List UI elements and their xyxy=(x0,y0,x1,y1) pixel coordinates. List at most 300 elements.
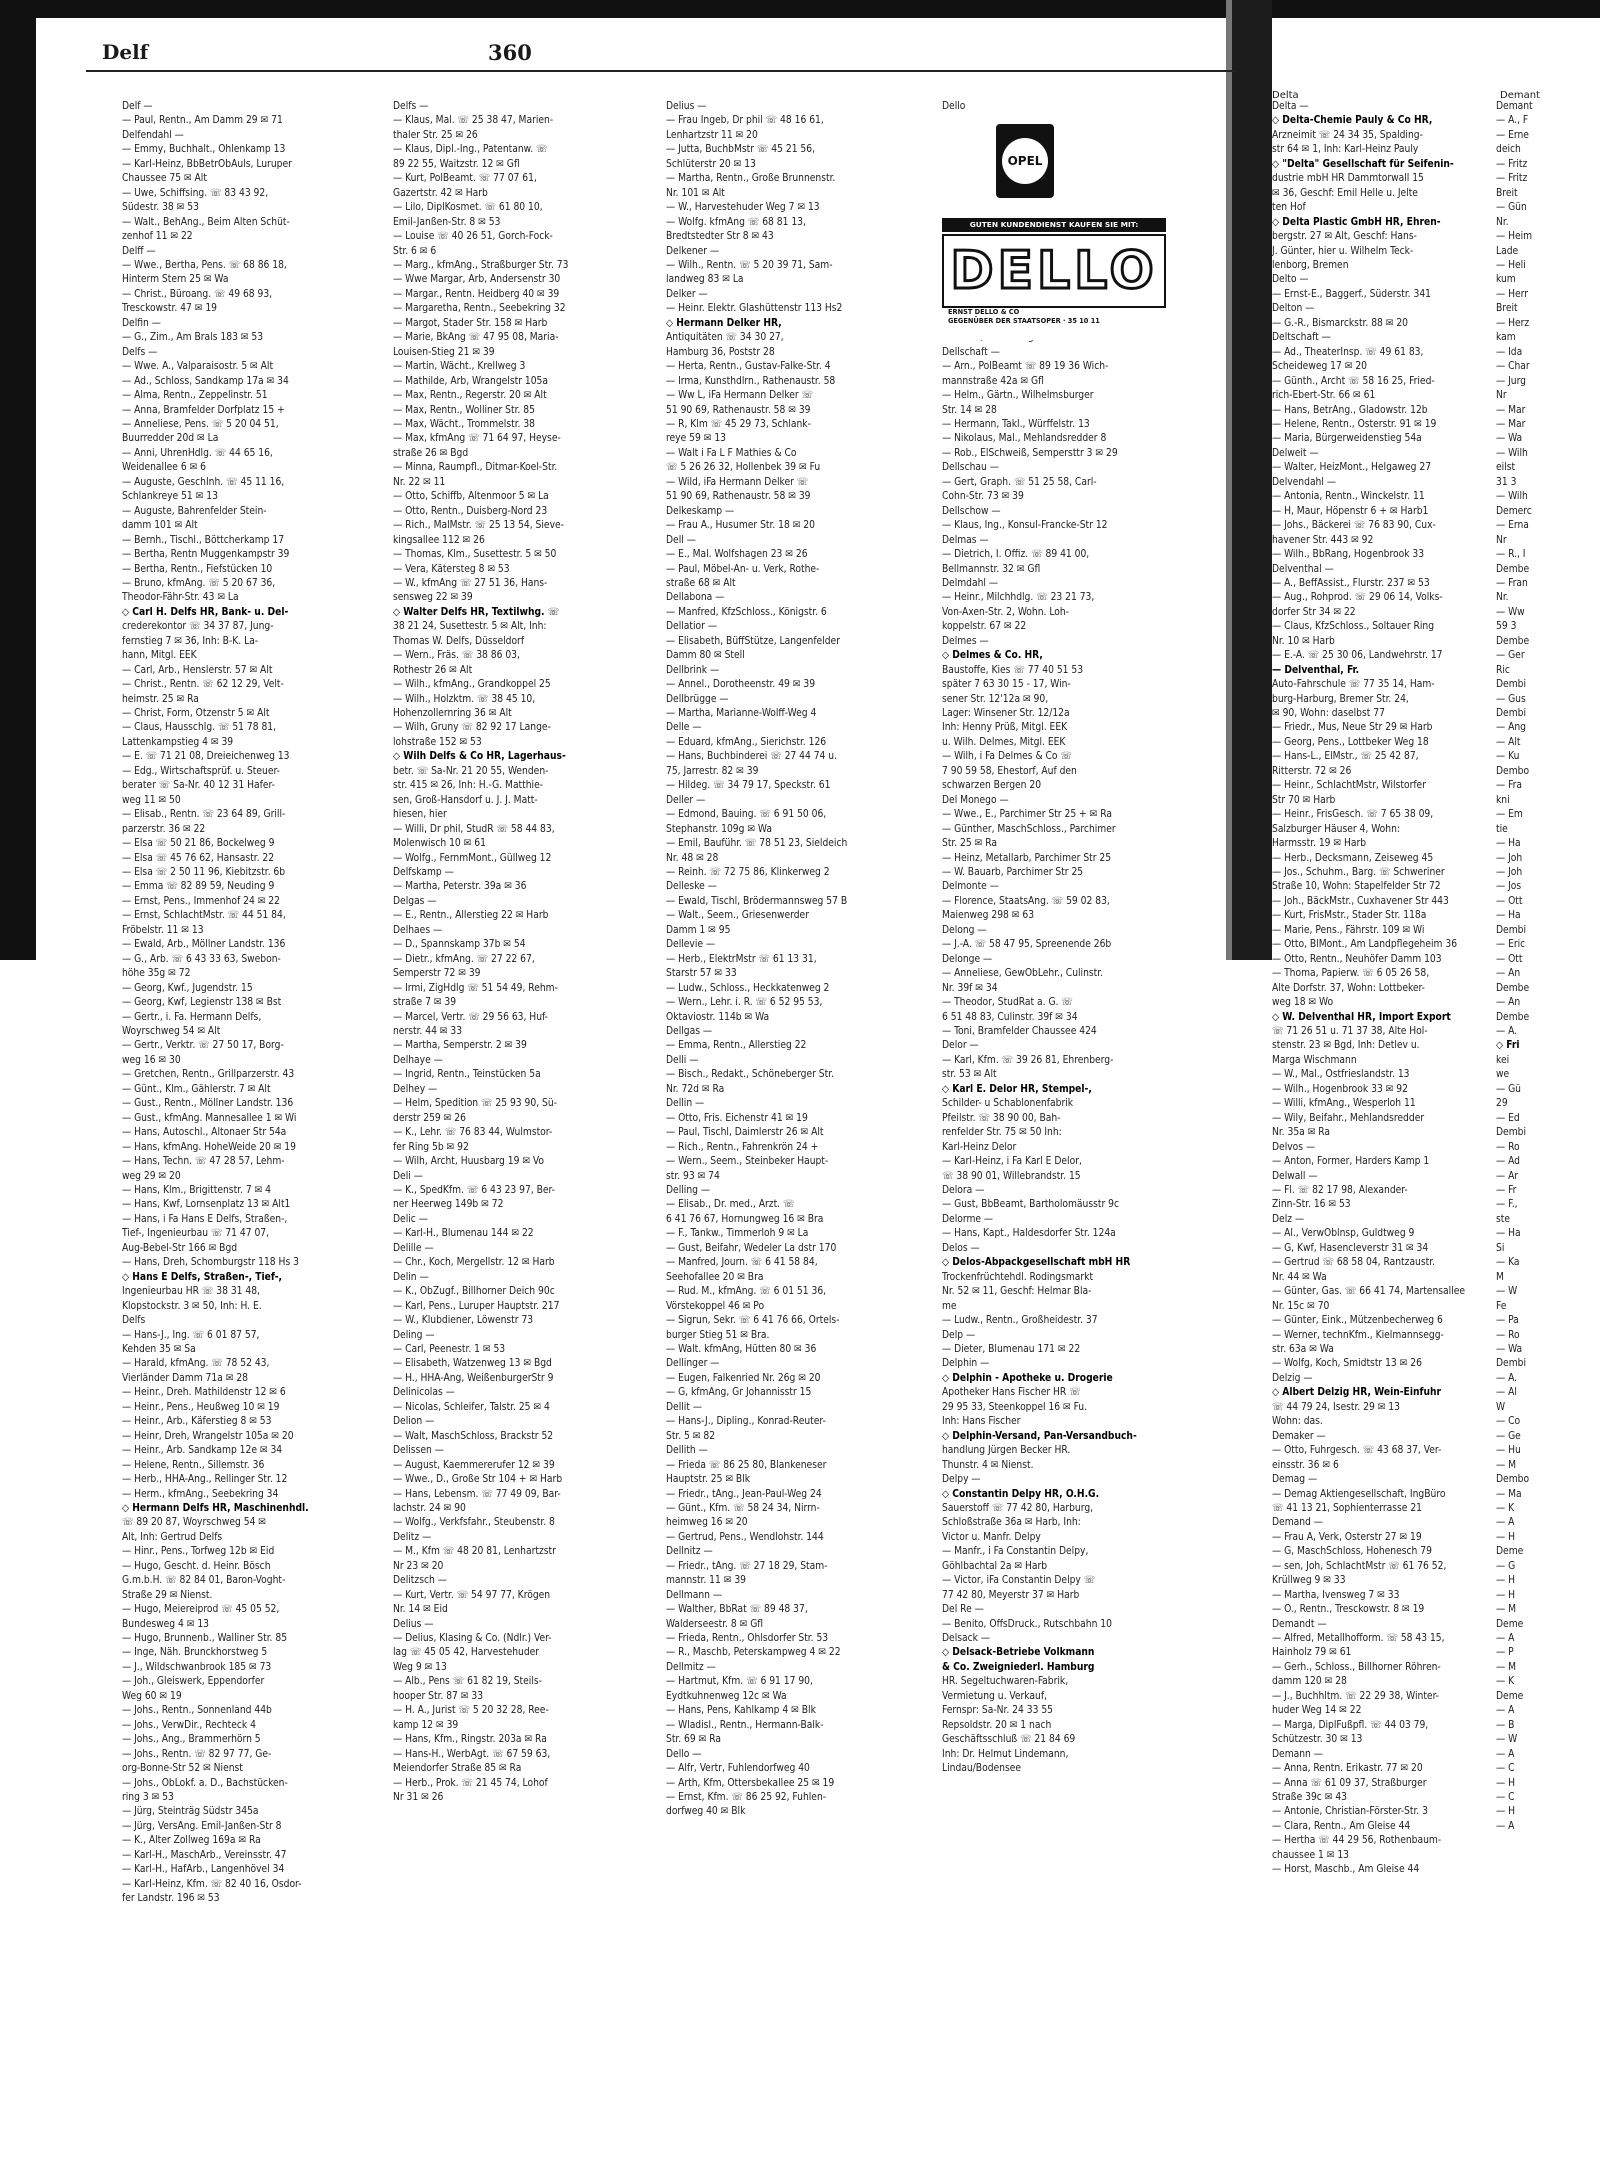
directory-entry: — Otto, Schiffb, Altenmoor 5 ✉ La xyxy=(393,491,549,503)
directory-entry: betr. ☏ Sa-Nr. 21 20 55, Wenden- xyxy=(393,765,549,777)
directory-entry: — Hans-L., ElMstr., ☏ 25 42 87, xyxy=(1272,751,1419,763)
directory-entry: — Willi, Dr phil, StudR ☏ 58 44 83, xyxy=(393,823,555,835)
directory-entry: Dello — xyxy=(666,1748,702,1760)
directory-entry: Antiquitäten ☏ 34 30 27, xyxy=(666,332,784,344)
directory-entry: Str. 6 ✉ 6 xyxy=(393,245,437,257)
directory-entry: Delff — xyxy=(122,245,156,257)
directory-entry: — Ang xyxy=(1496,722,1526,734)
directory-entry: berater ☏ Sa-Nr. 40 12 31 Hafer- xyxy=(122,780,275,792)
directory-entry: Delissen — xyxy=(393,1445,444,1457)
directory-entry: — Max, Rentn., Wolliner Str. 85 xyxy=(393,404,535,416)
directory-entry: Delling — xyxy=(666,1184,711,1196)
directory-entry: — Wilh xyxy=(1496,491,1528,503)
directory-entry: dorfer Str 34 ✉ 22 xyxy=(1272,606,1356,618)
directory-entry: — Fr xyxy=(1496,1184,1517,1196)
directory-entry: — Gus xyxy=(1496,693,1526,705)
directory-entry: Dembe xyxy=(1496,1011,1530,1023)
directory-entry: — Frau Ingeb, Dr phil ☏ 48 16 61, xyxy=(666,115,824,127)
directory-entry: — sen, Joh, SchlachtMstr ☏ 61 76 52, xyxy=(1272,1560,1447,1572)
directory-entry: höhe 35g ✉ 72 xyxy=(122,968,191,980)
directory-entry: Auto-Fahrschule ☏ 77 35 14, Ham- xyxy=(1272,679,1435,691)
directory-entry: — Gün xyxy=(1496,202,1527,214)
directory-entry: — Dieter, Blumenau 171 ✉ 22 xyxy=(942,1343,1081,1355)
directory-entry: — Hans, Techn. ☏ 47 28 57, Lehm- xyxy=(122,1156,285,1168)
directory-entry: Walderseestr. 8 ✉ Gfl xyxy=(666,1618,764,1630)
directory-entry: — Günther, MaschSchloss., Parchimer xyxy=(942,823,1116,835)
directory-entry: — Herb., Prok. ☏ 21 45 74, Lohof xyxy=(393,1777,548,1789)
directory-entry: — Ad xyxy=(1496,1156,1520,1168)
directory-entry: Deling — xyxy=(393,1329,435,1341)
directory-entry: — Georg, Kwf, Legienstr 138 ✉ Bst xyxy=(122,997,282,1009)
directory-entry: — Ww L, iFa Hermann Delker ☏ xyxy=(666,390,814,402)
directory-entry: — Hertha ☏ 44 29 56, Rothenbaum- xyxy=(1272,1835,1442,1847)
directory-entry: — H xyxy=(1496,1531,1515,1543)
directory-entry: — Marie, Pens., Fährstr. 109 ✉ Wi xyxy=(1272,924,1425,936)
directory-entry: — W., Klubdiener, Löwenstr 73 xyxy=(393,1315,534,1327)
opel-logo xyxy=(996,124,1054,198)
directory-entry: Deme xyxy=(1496,1546,1524,1558)
directory-entry: Delmes — xyxy=(942,635,989,647)
directory-entry: — Johs., ObLokf. a. D., Bachstücken- xyxy=(122,1777,288,1789)
header-rule xyxy=(86,70,1236,72)
directory-entry: — Wwe., D., Große Str 104 + ✉ Harb xyxy=(393,1474,563,1486)
directory-entry: Cohn-Str. 73 ✉ 39 xyxy=(942,491,1024,503)
directory-entry: — Alfr, Vertr, Fuhlendorfweg 40 xyxy=(666,1763,810,1775)
directory-entry: Louisen-Stieg 21 ✉ 39 xyxy=(393,346,495,358)
directory-entry: 89 22 55, Waitzstr. 12 ✉ Gfl xyxy=(393,158,520,170)
directory-entry: Str. 5 ✉ 82 xyxy=(666,1430,716,1442)
directory-entry: — Ad., Schloss, Sandkamp 17a ✉ 34 xyxy=(122,375,289,387)
directory-entry: — Eduard, kfmAng., Sierichstr. 126 xyxy=(666,736,827,748)
directory-entry: — W xyxy=(1496,1286,1518,1298)
directory-entry: Delitzsch — xyxy=(393,1575,447,1587)
directory-entry: — Wilh., Holzktm. ☏ 38 45 10, xyxy=(393,693,536,705)
directory-entry: koppelstr. 67 ✉ 22 xyxy=(942,621,1027,633)
directory-entry: heimstr. 25 ✉ Ra xyxy=(122,693,199,705)
directory-entry: — Toni, Bramfelder Chaussee 424 xyxy=(942,1026,1097,1037)
ad-subline-2: GEGENÜBER DER STAATSOPER · 35 10 11 xyxy=(948,317,1100,325)
directory-entry: — Co xyxy=(1496,1416,1521,1428)
directory-entry: — Jurg xyxy=(1496,375,1526,387)
directory-entry: — Christ., Rentn. ☏ 62 12 29, Velt- xyxy=(122,679,284,691)
directory-entry: Nr. 72d ✉ Ra xyxy=(666,1083,725,1095)
directory-entry: — Helm, Spedition ☏ 25 93 90, Sü- xyxy=(393,1098,557,1110)
directory-entry: — G., Zim., Am Brals 183 ✉ 53 xyxy=(122,332,264,344)
directory-entry: — Walt. kfmAng, Hütten 80 ✉ 36 xyxy=(666,1343,817,1355)
directory-entry: Demann — xyxy=(1272,1748,1323,1760)
directory-entry: Delli — xyxy=(666,1054,699,1066)
directory-entry: — Elsa ☏ 2 50 11 96, Kiebitzstr. 6b xyxy=(122,867,286,879)
directory-entry: ☏ 5 26 26 32, Hollenbek 39 ✉ Fu xyxy=(666,462,821,474)
directory-entry: — Marg., kfmAng., Straßburger Str. 73 xyxy=(393,259,569,271)
directory-entry: — Ludw., Rentn., Großheidestr. 37 xyxy=(942,1315,1098,1327)
directory-entry: Delle — xyxy=(666,722,702,734)
ad-brand-box xyxy=(942,234,1166,308)
directory-entry: Delinicolas — xyxy=(393,1387,455,1399)
directory-entry: — Maria, Bürgerweidenstieg 54a xyxy=(1272,433,1422,445)
directory-entry: — C xyxy=(1496,1792,1515,1804)
directory-entry: Apotheker Hans Fischer HR ☏ xyxy=(942,1387,1081,1399)
directory-entry: Delmonte — xyxy=(942,881,999,893)
directory-entry: Delphin — xyxy=(942,1358,990,1370)
directory-entry: weg 18 ✉ Wo xyxy=(1272,997,1334,1009)
directory-entry: — Victor, iFa Constantin Delpy ☏ xyxy=(942,1575,1096,1587)
directory-entry: — Wladisl., Rentn., Hermann-Balk- xyxy=(666,1719,824,1731)
directory-entry: — Hans, Klm., Brigittenstr. 7 ✉ 4 xyxy=(122,1184,271,1196)
directory-entry: — Gertr., Verktr. ☏ 27 50 17, Borg- xyxy=(122,1040,284,1052)
directory-entry: — Theodor, StudRat a. G. ☏ xyxy=(942,997,1073,1009)
directory-entry: — H., HHA-Ang, WeißenburgerStr 9 xyxy=(393,1372,554,1384)
directory-entry: — M xyxy=(1496,1459,1516,1471)
directory-entry: — Hans, kfmAng. HoheWeide 20 ✉ 19 xyxy=(122,1141,296,1153)
directory-entry: Delhaes — xyxy=(393,924,443,936)
right-running-head: Delta xyxy=(1272,90,1299,101)
directory-entry: — J., Wildschwanbrook 185 ✉ 73 xyxy=(122,1661,272,1673)
directory-entry: — Herb., Decksmann, Zeiseweg 45 xyxy=(1272,852,1434,864)
directory-entry: Delic — xyxy=(393,1213,428,1225)
directory-entry: Dembe xyxy=(1496,982,1530,994)
directory-entry: stenstr. 23 ✉ Bgd, Inh: Detlev u. xyxy=(1272,1040,1420,1052)
directory-entry: — Günth., Archt ☏ 58 16 25, Fried- xyxy=(1272,375,1435,387)
directory-entry: — Karl-H., MaschArb., Vereinsstr. 47 xyxy=(122,1849,287,1861)
directory-entry: — Aug., Rohprod. ☏ 29 06 14, Volks- xyxy=(1272,592,1443,604)
directory-entry: — Jos., Schuhm., Barg. ☏ Schweriner xyxy=(1272,867,1445,879)
directory-entry: — Eugen, Falkenried Nr. 26g ✉ 20 xyxy=(666,1372,821,1384)
directory-entry: ◇ Carl H. Delfs HR, Bank- u. Del- xyxy=(122,606,289,618)
directory-entry: — Klaus, Dipl.-Ing., Patentanw. ☏ xyxy=(393,144,548,156)
directory-entry: Vierländer Damm 71a ✉ 28 xyxy=(122,1372,248,1384)
directory-entry: 77 42 80, Meyerstr 37 ✉ Harb xyxy=(942,1589,1080,1601)
directory-entry: 29 xyxy=(1496,1098,1508,1110)
directory-entry: — Anneliese, Pens. ☏ 5 20 04 51, xyxy=(122,418,279,430)
directory-entry: Harmsstr. 19 ✉ Harb xyxy=(1272,838,1367,850)
directory-entry: — Elsa ☏ 50 21 86, Bockelweg 9 xyxy=(122,838,275,850)
directory-entry: Nr. 44 ✉ Wa xyxy=(1272,1271,1327,1283)
ad-brand-word: DELLO xyxy=(950,241,1158,301)
directory-entry: chaussee 1 ✉ 13 xyxy=(1272,1849,1350,1861)
directory-entry: — Wern., Fräs. ☏ 38 86 03, xyxy=(393,650,520,662)
directory-entry: — G xyxy=(1496,1560,1516,1572)
directory-entry: — Frau A., Husumer Str. 18 ✉ 20 xyxy=(666,520,815,532)
directory-entry: — Georg, Kwf., Jugendstr. 15 xyxy=(122,982,253,994)
directory-entry: Dembo xyxy=(1496,765,1530,777)
directory-entry: damm 120 ✉ 28 xyxy=(1272,1676,1347,1688)
directory-entry: — F., Tankw., Timmerloh 9 ✉ La xyxy=(666,1228,809,1240)
directory-entry: — Emil, Bauführ. ☏ 78 51 23, Sieldeich xyxy=(666,838,848,850)
directory-entry: — Hinr., Pens., Torfweg 12b ✉ Eid xyxy=(122,1546,275,1558)
directory-entry: Delkeskamp — xyxy=(666,505,735,517)
directory-entry: Demag — xyxy=(1272,1474,1318,1486)
directory-entry: — Ida xyxy=(1496,346,1523,358)
directory-entry: — Irma, Kunsthdlrn., Rathenaustr. 58 xyxy=(666,375,836,387)
directory-entry: kei xyxy=(1496,1054,1510,1066)
page-heading: Delf xyxy=(102,40,149,64)
directory-entry: — Ed xyxy=(1496,1112,1520,1124)
directory-entry: W xyxy=(1496,1401,1506,1413)
directory-entry: Dellatior — xyxy=(666,621,717,633)
directory-entry: — K., ObZugf., Billhorner Deich 90c xyxy=(393,1286,555,1298)
directory-entry: Nr. 52 ✉ 11, Geschf: Helmar Bla- xyxy=(942,1286,1092,1298)
directory-entry: fer Ring 5b ✉ 92 xyxy=(393,1141,469,1153)
directory-entry: — Elisab., Rentn. ☏ 23 64 89, Grill- xyxy=(122,809,286,821)
directory-entry: — Joh xyxy=(1496,852,1523,864)
directory-entry: ✉ 36, Geschf: Emil Helle u. Jelte xyxy=(1272,187,1418,199)
directory-entry: ◇ Wilh Delfs & Co HR, Lagerhaus- xyxy=(393,751,566,763)
directory-entry: Delwall — xyxy=(1272,1170,1318,1182)
directory-entry: — Al xyxy=(1496,1387,1517,1399)
directory-entry: ◇ Hermann Delfs HR, Maschinenhdl. xyxy=(122,1502,309,1514)
directory-entry: — Herb., ElektrMstr ☏ 61 13 31, xyxy=(666,953,817,965)
directory-entry: — Ha xyxy=(1496,910,1521,922)
directory-entry: damm 101 ✉ Alt xyxy=(122,520,198,532)
directory-entry: — Helene, Rentn., Sillemstr. 36 xyxy=(122,1459,265,1471)
directory-entry: — E., Mal. Wolfshagen 23 ✉ 26 xyxy=(666,549,808,561)
directory-entry: — Alfred, Metallhofform. ☏ 58 43 15, xyxy=(1272,1633,1445,1645)
directory-entry: Delf — xyxy=(122,101,153,112)
directory-entry: — Jos xyxy=(1496,881,1522,893)
directory-entry: — Wilh., Hogenbrook 33 ✉ 92 xyxy=(1272,1083,1408,1095)
directory-entry: Meiendorfer Straße 85 ✉ Ra xyxy=(393,1763,522,1775)
directory-entry: — A xyxy=(1496,1517,1515,1529)
directory-entry: fer Landstr. 196 ✉ 53 xyxy=(122,1893,220,1905)
directory-entry: me xyxy=(942,1300,957,1312)
directory-entry: — Irmi, ZigHdlg ☏ 51 54 49, Rehm- xyxy=(393,982,558,994)
directory-entry: ◇ Walter Delfs HR, Textilwhg. ☏ xyxy=(393,606,560,618)
directory-entry: ◇ W. Delventhal HR, Import Export xyxy=(1272,1011,1451,1023)
directory-entry: 31 3 xyxy=(1496,476,1517,488)
directory-entry: — Wilh., kfmAng., Grandkoppel 25 xyxy=(393,679,551,691)
directory-entry: — Claus, Hausschlg. ☏ 51 78 81, xyxy=(122,722,277,734)
directory-entry: Karl-Heinz Delor xyxy=(942,1141,1017,1153)
directory-entry: — Günter, Eink., Mützenbecherweg 6 xyxy=(1272,1315,1443,1327)
directory-entry: — Joh xyxy=(1496,867,1523,879)
directory-entry: ste xyxy=(1496,1213,1511,1225)
directory-entry: — Vera, Kätersteg 8 ✉ 53 xyxy=(393,563,510,575)
directory-entry: — Martha, Marianne-Wolff-Weg 4 xyxy=(666,708,817,720)
directory-entry: — Pa xyxy=(1496,1315,1519,1327)
directory-entry: Deller — xyxy=(666,794,706,806)
directory-entry: — Ad., TheaterInsp. ☏ 49 61 83, xyxy=(1272,346,1424,358)
directory-entry: — Günt., Kfm. ☏ 58 24 34, Nirrn- xyxy=(666,1502,820,1514)
directory-entry: — Karl, Kfm. ☏ 39 26 81, Ehrenberg- xyxy=(942,1054,1114,1066)
directory-entry: — Fritz xyxy=(1496,158,1528,170)
directory-entry: — Ka xyxy=(1496,1257,1520,1269)
directory-entry: Dellit — xyxy=(666,1401,703,1413)
directory-entry: Delp — xyxy=(942,1329,976,1341)
directory-entry: — Ger xyxy=(1496,650,1525,662)
directory-entry: — Klaus, Ing., Konsul-Francke-Str 12 xyxy=(942,520,1108,532)
directory-entry: Str. 25 ✉ Ra xyxy=(942,838,997,850)
directory-entry: — Anneliese, GewObLehr., Culinstr. xyxy=(942,968,1104,980)
directory-entry: — Herr xyxy=(1496,288,1528,300)
directory-entry: — Ewald, Arb., Möllner Landstr. 136 xyxy=(122,939,286,951)
directory-entry: — Ku xyxy=(1496,751,1520,763)
directory-entry: ◇ Fri xyxy=(1496,1040,1520,1052)
directory-entry: Delto — xyxy=(1272,274,1309,286)
directory-entry: straße 68 ✉ Alt xyxy=(666,577,736,589)
directory-entry: ten Hof xyxy=(1272,202,1306,214)
directory-entry: — Benito, OffsDruck., Rutschbahn 10 xyxy=(942,1618,1112,1630)
directory-entry: Deme xyxy=(1496,1618,1524,1630)
directory-entry: — Rich., Rentn., Fahrenkrön 24 + xyxy=(666,1141,819,1153)
directory-entry: Delweit — xyxy=(1272,447,1319,459)
directory-entry: — Fran xyxy=(1496,577,1528,589)
directory-entry: Klopstockstr. 3 ✉ 50, Inh: H. E. xyxy=(122,1300,262,1312)
directory-entry: Tresckowstr. 47 ✉ 19 xyxy=(122,303,217,315)
directory-entry: Kehden 35 ✉ Sa xyxy=(122,1343,196,1355)
directory-entry: — Rich., MalMstr. ☏ 25 13 54, Sieve- xyxy=(393,520,564,532)
directory-entry: — Joh., BäckMstr., Cuxhavener Str 443 xyxy=(1272,895,1449,907)
directory-entry: — K xyxy=(1496,1676,1515,1688)
directory-entry: Delitz — xyxy=(393,1531,432,1543)
directory-entry: Von-Axen-Str. 2, Wohn. Loh- xyxy=(942,606,1069,618)
directory-entry: — Christ., Büroang. ☏ 49 68 93, xyxy=(122,288,273,300)
directory-entry: ☏ 89 20 87, Woyrschweg 54 ✉ xyxy=(122,1517,266,1529)
directory-entry: Nr. xyxy=(1496,592,1509,604)
directory-entry: Dell — xyxy=(666,534,696,546)
directory-entry: Tief-, Ingenieurbau ☏ 71 47 07, xyxy=(122,1228,270,1240)
directory-entry: — Florence, StaatsAng. ☏ 59 02 83, xyxy=(942,895,1110,907)
directory-entry: — Wily, Beifahr., Mehlandsredder xyxy=(1272,1112,1425,1124)
directory-entry: — Hugo, Meiereiprod ☏ 45 05 52, xyxy=(122,1604,280,1616)
directory-entry: Repsoldstr. 20 ✉ 1 nach xyxy=(942,1719,1052,1731)
directory-entry: — Hans-J., Dipling., Konrad-Reuter- xyxy=(666,1416,826,1428)
directory-entry: — Margar., Rentn. Heidberg 40 ✉ 39 xyxy=(393,288,560,300)
directory-entry: hann, Mitgl. EEK xyxy=(122,650,197,662)
directory-entry: Seehofallee 20 ✉ Bra xyxy=(666,1271,764,1283)
directory-entry: — Mar xyxy=(1496,404,1526,416)
directory-entry: — K xyxy=(1496,1502,1515,1514)
directory-entry: Dellschaft — xyxy=(942,346,1000,358)
directory-entry: ☏ 38 90 01, Willebrandstr. 15 xyxy=(942,1170,1081,1182)
directory-entry: — Wilh, i Fa Delmes & Co ☏ xyxy=(942,751,1072,763)
directory-entry: Bundesweg 4 ✉ 13 xyxy=(122,1618,210,1630)
directory-entry: lag ☏ 45 05 42, Harvestehuder xyxy=(393,1647,540,1659)
directory-entry: — Ernst, Pens., Immenhof 24 ✉ 22 xyxy=(122,895,280,907)
ad-subline-1: ERNST DELLO & CO xyxy=(948,308,1020,316)
directory-entry: Dembe xyxy=(1496,635,1530,647)
directory-entry: Dellin — xyxy=(666,1098,705,1110)
directory-entry: Demerc xyxy=(1496,505,1532,517)
directory-entry: Arzneimit ☏ 24 34 35, Spalding- xyxy=(1272,129,1423,141)
directory-entry: — Gert, Graph. ☏ 51 25 58, Carl- xyxy=(942,476,1097,488)
directory-entry: — Ernst, SchlachtMstr. ☏ 44 51 84, xyxy=(122,910,286,922)
directory-entry: — A., BeffAssist., Flurstr. 237 ✉ 53 xyxy=(1272,577,1430,589)
directory-entry: — Hans, BetrAng., Gladowstr. 12b xyxy=(1272,404,1428,416)
directory-entry: — Ernst, Kfm. ☏ 86 25 92, Fuhlen- xyxy=(666,1792,827,1804)
directory-entry: — Wern., Lehr. i. R. ☏ 6 52 95 53, xyxy=(666,997,823,1009)
directory-entry: Ingenieurbau HR ☏ 38 31 48, xyxy=(122,1286,260,1298)
directory-entry: — Harald, kfmAng. ☏ 78 52 43, xyxy=(122,1358,270,1370)
directory-entry: Molenwisch 10 ✉ 61 xyxy=(393,838,486,850)
directory-entry: & Co. Zweigniederl. Hamburg xyxy=(942,1661,1095,1673)
directory-entry: — Wa xyxy=(1496,1343,1523,1355)
directory-entry: Nr. 22 ✉ 11 xyxy=(393,476,446,488)
directory-entry: weg 29 ✉ 20 xyxy=(122,1170,181,1182)
directory-entry: Hauptstr. 25 ✉ Blk xyxy=(666,1474,751,1486)
directory-entry: Weidenallee 6 ✉ 6 xyxy=(122,462,206,474)
directory-entry: Dembo xyxy=(1496,1474,1530,1486)
directory-entry: Del Monego — xyxy=(942,794,1009,806)
directory-entry: we xyxy=(1496,1069,1510,1081)
directory-entry: — Thomas, Klm., Susettestr. 5 ✉ 50 xyxy=(393,549,557,561)
directory-entry: — Heinr., Pens., Heußweg 10 ✉ 19 xyxy=(122,1401,280,1413)
directory-entry: 6 41 76 67, Hornungweg 16 ✉ Bra xyxy=(666,1213,824,1225)
directory-entry: — G, Kwf, Hasencleverstr 31 ✉ 34 xyxy=(1272,1242,1429,1254)
directory-entry: — Frieda ☏ 86 25 80, Blankeneser xyxy=(666,1459,827,1471)
directory-entry: Delmdahl — xyxy=(942,577,999,589)
directory-entry: Delgas — xyxy=(393,895,437,907)
directory-entry: — Karl, Pens., Luruper Hauptstr. 217 xyxy=(393,1300,560,1312)
directory-entry: ◇ Constantin Delpy HR, O.H.G. xyxy=(942,1488,1100,1500)
directory-entry: — Herm., kfmAng., Seebekring 34 xyxy=(122,1488,279,1500)
directory-entry: Delvendahl — xyxy=(1272,476,1336,488)
directory-entry: 75, Jarrestr. 82 ✉ 39 xyxy=(666,765,759,777)
directory-entry: — Hans-H., WerbAgt. ☏ 67 59 63, xyxy=(393,1748,551,1760)
directory-entry: Nr. xyxy=(1496,216,1509,228)
directory-entry: — Hans, Dreh, Schomburgstr 118 Hs 3 xyxy=(122,1257,299,1269)
directory-entry: Ric xyxy=(1496,664,1510,676)
directory-entry: Nr 23 ✉ 20 xyxy=(393,1560,444,1572)
directory-entry: ◇ Delphin-Versand, Pan-Versandbuch- xyxy=(942,1430,1137,1442)
directory-entry: mannstraße 42a ✉ Gfl xyxy=(942,375,1044,387)
directory-entry: ◇ Karl E. Delor HR, Stempel-, xyxy=(942,1083,1092,1095)
directory-entry: — Hildeg. ☏ 34 79 17, Speckstr. 61 xyxy=(666,780,831,792)
directory-entry: — Erne xyxy=(1496,129,1529,141)
directory-entry: — Bertha, Rentn Muggenkampstr 39 xyxy=(122,549,290,561)
directory-entry: — Gust., kfmAng. Mannesallee 1 ✉ Wi xyxy=(122,1112,297,1124)
directory-entry: Bredtstedter Str 8 ✉ 43 xyxy=(666,231,774,243)
directory-column-1 xyxy=(122,100,382,1907)
directory-entry: — Manfr., i Fa Constantin Delpy, xyxy=(942,1546,1089,1558)
directory-entry: 51 90 69, Rathenaustr. 58 ✉ 39 xyxy=(666,404,811,416)
directory-entry: — G, kfmAng, Gr Johannisstr 15 xyxy=(666,1387,812,1399)
directory-entry: Lade xyxy=(1496,245,1519,257)
directory-entry: Marga Wischmann xyxy=(1272,1054,1357,1066)
directory-entry: — M., Kfm ☏ 48 20 81, Lenhartzstr xyxy=(393,1546,556,1558)
directory-entry: — Fl. ☏ 82 17 98, Alexander- xyxy=(1272,1184,1408,1196)
directory-entry: G.m.b.H. ☏ 82 84 01, Baron-Voght- xyxy=(122,1575,286,1587)
directory-entry: u. Wilh. Delmes, Mitgl. EEK xyxy=(942,736,1066,748)
directory-entry: einsstr. 36 ✉ 6 xyxy=(1272,1459,1339,1471)
directory-entry: bergstr. 27 ✉ Alt, Geschf: Hans- xyxy=(1272,231,1417,243)
directory-entry: — Nicolas, Schleifer, Talstr. 25 ✉ 4 xyxy=(393,1401,550,1413)
directory-entry: — Dietr., kfmAng. ☏ 27 22 67, xyxy=(393,953,535,965)
ad-banner: GUTEN KUNDENDIENST KAUFEN SIE MIT: xyxy=(942,218,1166,232)
directory-entry: str. 93 ✉ 74 xyxy=(666,1170,720,1182)
directory-entry: — Ha xyxy=(1496,1228,1521,1240)
directory-entry: ◇ Delta-Chemie Pauly & Co HR, xyxy=(1272,115,1433,127)
directory-entry: — R., Maschb, Peterskampweg 4 ✉ 22 xyxy=(666,1647,841,1659)
directory-entry: — Elisabeth, Watzenweg 13 ✉ Bgd xyxy=(393,1358,552,1370)
directory-entry: — W., kfmAng ☏ 27 51 36, Hans- xyxy=(393,577,548,589)
directory-entry: Dellinger — xyxy=(666,1358,720,1370)
directory-entry: — Ludw., Schloss., Heckkatenweg 2 xyxy=(666,982,830,994)
directory-entry: — Gertr., i. Fa. Hermann Delfs, xyxy=(122,1011,262,1023)
directory-entry: Südestr. 38 ✉ 53 xyxy=(122,202,199,214)
directory-entry: Alt, Inh: Gertrud Delfs xyxy=(122,1531,223,1543)
directory-entry: Wohn: das. xyxy=(1272,1416,1323,1428)
directory-entry: — Otto, Rentn., Neuhöfer Damm 103 xyxy=(1272,953,1442,965)
directory-entry: Delfendahl — xyxy=(122,129,184,141)
directory-entry: — A xyxy=(1496,1820,1515,1832)
directory-entry: — Walt., BehAng., Beim Alten Schüt- xyxy=(122,216,290,228)
directory-entry: — Martin, Wächt., Krellweg 3 xyxy=(393,361,526,373)
directory-entry: — Jutta, BuchbMstr ☏ 45 21 56, xyxy=(666,144,816,156)
directory-entry: später 7 63 30 15 - 17, Win- xyxy=(942,679,1071,691)
directory-entry: — Erna xyxy=(1496,520,1529,532)
directory-entry: — E., Rentn., Allerstieg 22 ✉ Harb xyxy=(393,910,549,922)
